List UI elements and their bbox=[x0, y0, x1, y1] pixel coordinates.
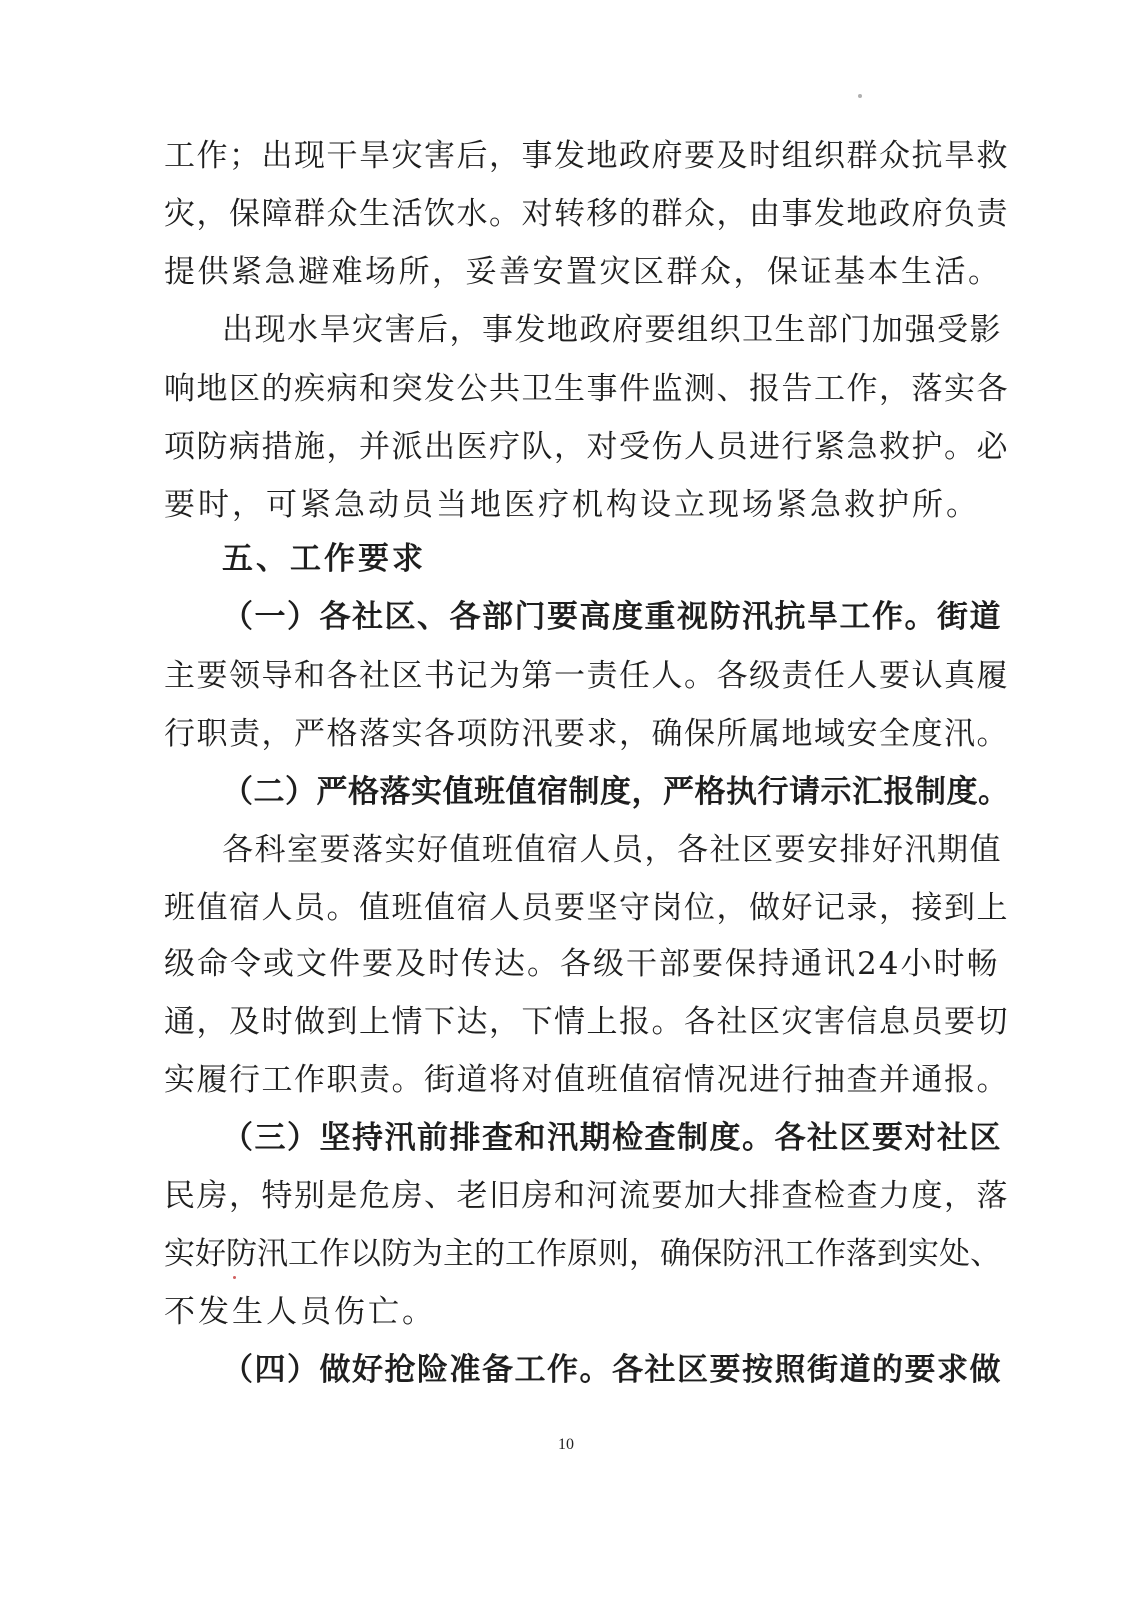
body-line: 工作；出现干旱灾害后，事发地政府要及时组织群众抗旱救 bbox=[164, 138, 1009, 174]
scan-speck bbox=[858, 94, 862, 98]
body-line: 行职责，严格落实各项防汛要求，确保所属地域安全度汛。 bbox=[164, 716, 1009, 752]
body-line: 通，及时做到上情下达，下情上报。各社区灾害信息员要切 bbox=[164, 1004, 1009, 1040]
body-line: 提供紧急避难场所，妥善安置灾区群众，保证基本生活。 bbox=[164, 254, 1002, 290]
body-line: 响地区的疾病和突发公共卫生事件监测、报告工作，落实各 bbox=[164, 371, 1009, 407]
body-line: 班值宿人员。值班值宿人员要坚守岗位，做好记录，接到上 bbox=[164, 890, 1009, 926]
paragraph-first-line: 各科室要落实好值班值宿人员，各社区要安排好汛期值 bbox=[222, 832, 1002, 868]
subsection-heading: （一）各社区、各部门要高度重视防汛抗旱工作。街道 bbox=[222, 599, 1002, 635]
subsection-heading: （二）严格落实值班值宿制度，严格执行请示汇报制度。 bbox=[222, 774, 1010, 810]
page-number: 10 bbox=[558, 1436, 574, 1453]
body-line: 灾，保障群众生活饮水。对转移的群众，由事发地政府负责 bbox=[164, 196, 1009, 232]
paragraph-first-line: 出现水旱灾害后，事发地政府要组织卫生部门加强受影 bbox=[222, 312, 1002, 348]
body-line: 级命令或文件要及时传达。各级干部要保持通讯24小时畅 bbox=[164, 946, 1000, 982]
body-line: 不发生人员伤亡。 bbox=[164, 1294, 436, 1330]
body-line: 要时，可紧急动员当地医疗机构设立现场紧急救护所。 bbox=[164, 487, 980, 523]
body-line: 民房，特别是危房、老旧房和河流要加大排查检查力度，落 bbox=[164, 1178, 1009, 1214]
body-line: 主要领导和各社区书记为第一责任人。各级责任人要认真履 bbox=[164, 658, 1009, 694]
body-line: 项防病措施，并派出医疗队，对受伤人员进行紧急救护。必 bbox=[164, 429, 1009, 465]
body-line: 实好防汛工作以防为主的工作原则，确保防汛工作落到实处、 bbox=[164, 1236, 1001, 1272]
body-line: 实履行工作职责。街道将对值班值宿情况进行抽查并通报。 bbox=[164, 1062, 1009, 1098]
scan-speck bbox=[233, 1276, 236, 1279]
section-heading: 五、工作要求 bbox=[222, 541, 426, 577]
subsection-heading: （四）做好抢险准备工作。各社区要按照街道的要求做 bbox=[222, 1352, 1002, 1388]
subsection-heading: （三）坚持汛前排查和汛期检查制度。各社区要对社区 bbox=[222, 1120, 1002, 1156]
